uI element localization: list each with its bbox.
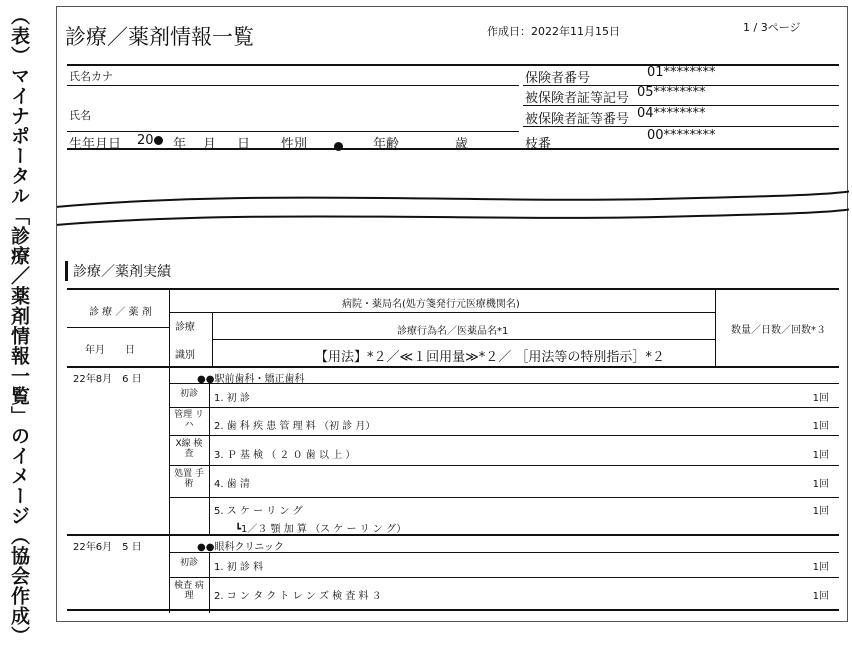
act-count: 1回 — [812, 479, 829, 490]
row-divider — [169, 435, 839, 436]
header-date: 年月 日 — [85, 345, 135, 356]
page-number: 1 / 3ページ — [743, 21, 801, 34]
row-divider — [67, 327, 169, 328]
table-border — [67, 288, 839, 290]
branch-value: 00******** — [647, 128, 716, 143]
symbol-label: 被保険者証等記号 — [525, 91, 630, 106]
act-name: 1. 初 診 料 — [214, 562, 264, 573]
sex-label: 性別 — [281, 137, 308, 152]
month-unit: 月 — [203, 137, 217, 152]
act-sub-name: ┗1／３ 顎 加 算 （ス ケ ー リ ン グ） — [235, 524, 407, 535]
act-count: 1回 — [812, 591, 829, 602]
act-name: 3. Ｐ 基 検 （ ２ ０ 歯 以 上 ） — [214, 450, 356, 461]
act-name: 1. 初 診 — [214, 393, 250, 404]
side-title: （表）マイナポータル「診療／薬剤情報一覧」のイメージ（協会作成） — [8, 6, 30, 646]
header-count: 数量／日数／回数*３ — [731, 325, 826, 336]
visit-date: 22年8月 6 日 — [73, 374, 142, 385]
birth-label: 生年月日 — [69, 137, 122, 152]
header-shinryo-yakuzai: 診 療 ／ 薬 剤 — [89, 307, 152, 318]
age-unit: 歳 — [455, 137, 469, 152]
row-divider — [169, 312, 715, 313]
header-act: 診療行為名／医薬品名*1 — [397, 326, 509, 337]
act-count: 1回 — [812, 393, 829, 404]
year-unit: 年 — [173, 137, 187, 152]
insurer-label: 保険者番号 — [525, 71, 591, 86]
branch-label: 枝番 — [525, 137, 552, 152]
section-title: 診療／薬剤実績 — [73, 264, 171, 280]
col-divider — [209, 383, 210, 534]
page-title: 診療／薬剤情報一覧 — [65, 25, 254, 49]
table-border — [67, 609, 839, 611]
insurer-value: 01******** — [647, 65, 716, 80]
row-divider — [169, 407, 839, 408]
row-divider — [169, 552, 839, 553]
day-unit: 日 — [237, 137, 251, 152]
category-label: X線 検査 — [175, 439, 203, 459]
symbol-value: 05******** — [637, 85, 706, 100]
row-divider — [212, 339, 715, 340]
header-shinryo: 診療 — [175, 322, 195, 333]
act-count: 1回 — [812, 506, 829, 517]
col-divider — [169, 288, 170, 613]
header-usage: 【用法】*２／≪１回用量≫*２／ ［用法等の特別指示］*２ — [315, 350, 665, 365]
act-name: 2. 歯 科 疾 患 管 理 料 （初 診 月） — [214, 421, 376, 432]
category-label: 管理 リハ — [174, 410, 204, 430]
age-label: 年齢 — [373, 137, 400, 152]
visit-date: 22年6月 5 日 — [73, 542, 142, 553]
act-count: 1回 — [812, 421, 829, 432]
row-divider — [169, 465, 839, 466]
act-name: 5. ス ケ ー リ ン グ — [214, 506, 303, 517]
visit-clinic: ●●駅前歯科・矯正歯科 — [197, 374, 305, 385]
act-count: 1回 — [812, 562, 829, 573]
act-name: 4. 歯 清 — [214, 479, 250, 490]
category-label: 初診 — [179, 389, 198, 399]
row-divider — [169, 383, 839, 384]
name-label: 氏名 — [69, 109, 91, 122]
number-label: 被保険者証等番号 — [525, 112, 630, 127]
row-divider — [67, 366, 839, 368]
row-divider — [169, 497, 839, 498]
category-label: 初診 — [179, 558, 198, 568]
col-divider — [715, 288, 716, 366]
category-label: 処置 手術 — [174, 469, 204, 489]
category-label: 検査 病理 — [174, 581, 204, 601]
kana-label: 氏名カナ — [69, 70, 113, 83]
created-date: 作成日：2022年11月15日 — [487, 25, 620, 38]
section-break — [57, 7, 849, 247]
act-name: 2. コ ン タ ク ト レ ン ズ 検 査 料 ３ — [214, 591, 382, 602]
act-count: 1回 — [812, 450, 829, 461]
document-frame — [56, 6, 848, 622]
col-divider — [209, 552, 210, 613]
row-divider — [169, 577, 839, 578]
header-hospital: 病院・薬局名(処方箋発行元医療機関名) — [342, 299, 520, 310]
number-value: 04******** — [637, 106, 706, 121]
header-shikibetsu: 識別 — [175, 350, 195, 361]
section-marker — [65, 261, 68, 281]
birth-year: 20 — [137, 133, 163, 148]
visit-clinic: ●●眼科クリニック — [197, 542, 284, 553]
row-divider — [67, 534, 839, 536]
